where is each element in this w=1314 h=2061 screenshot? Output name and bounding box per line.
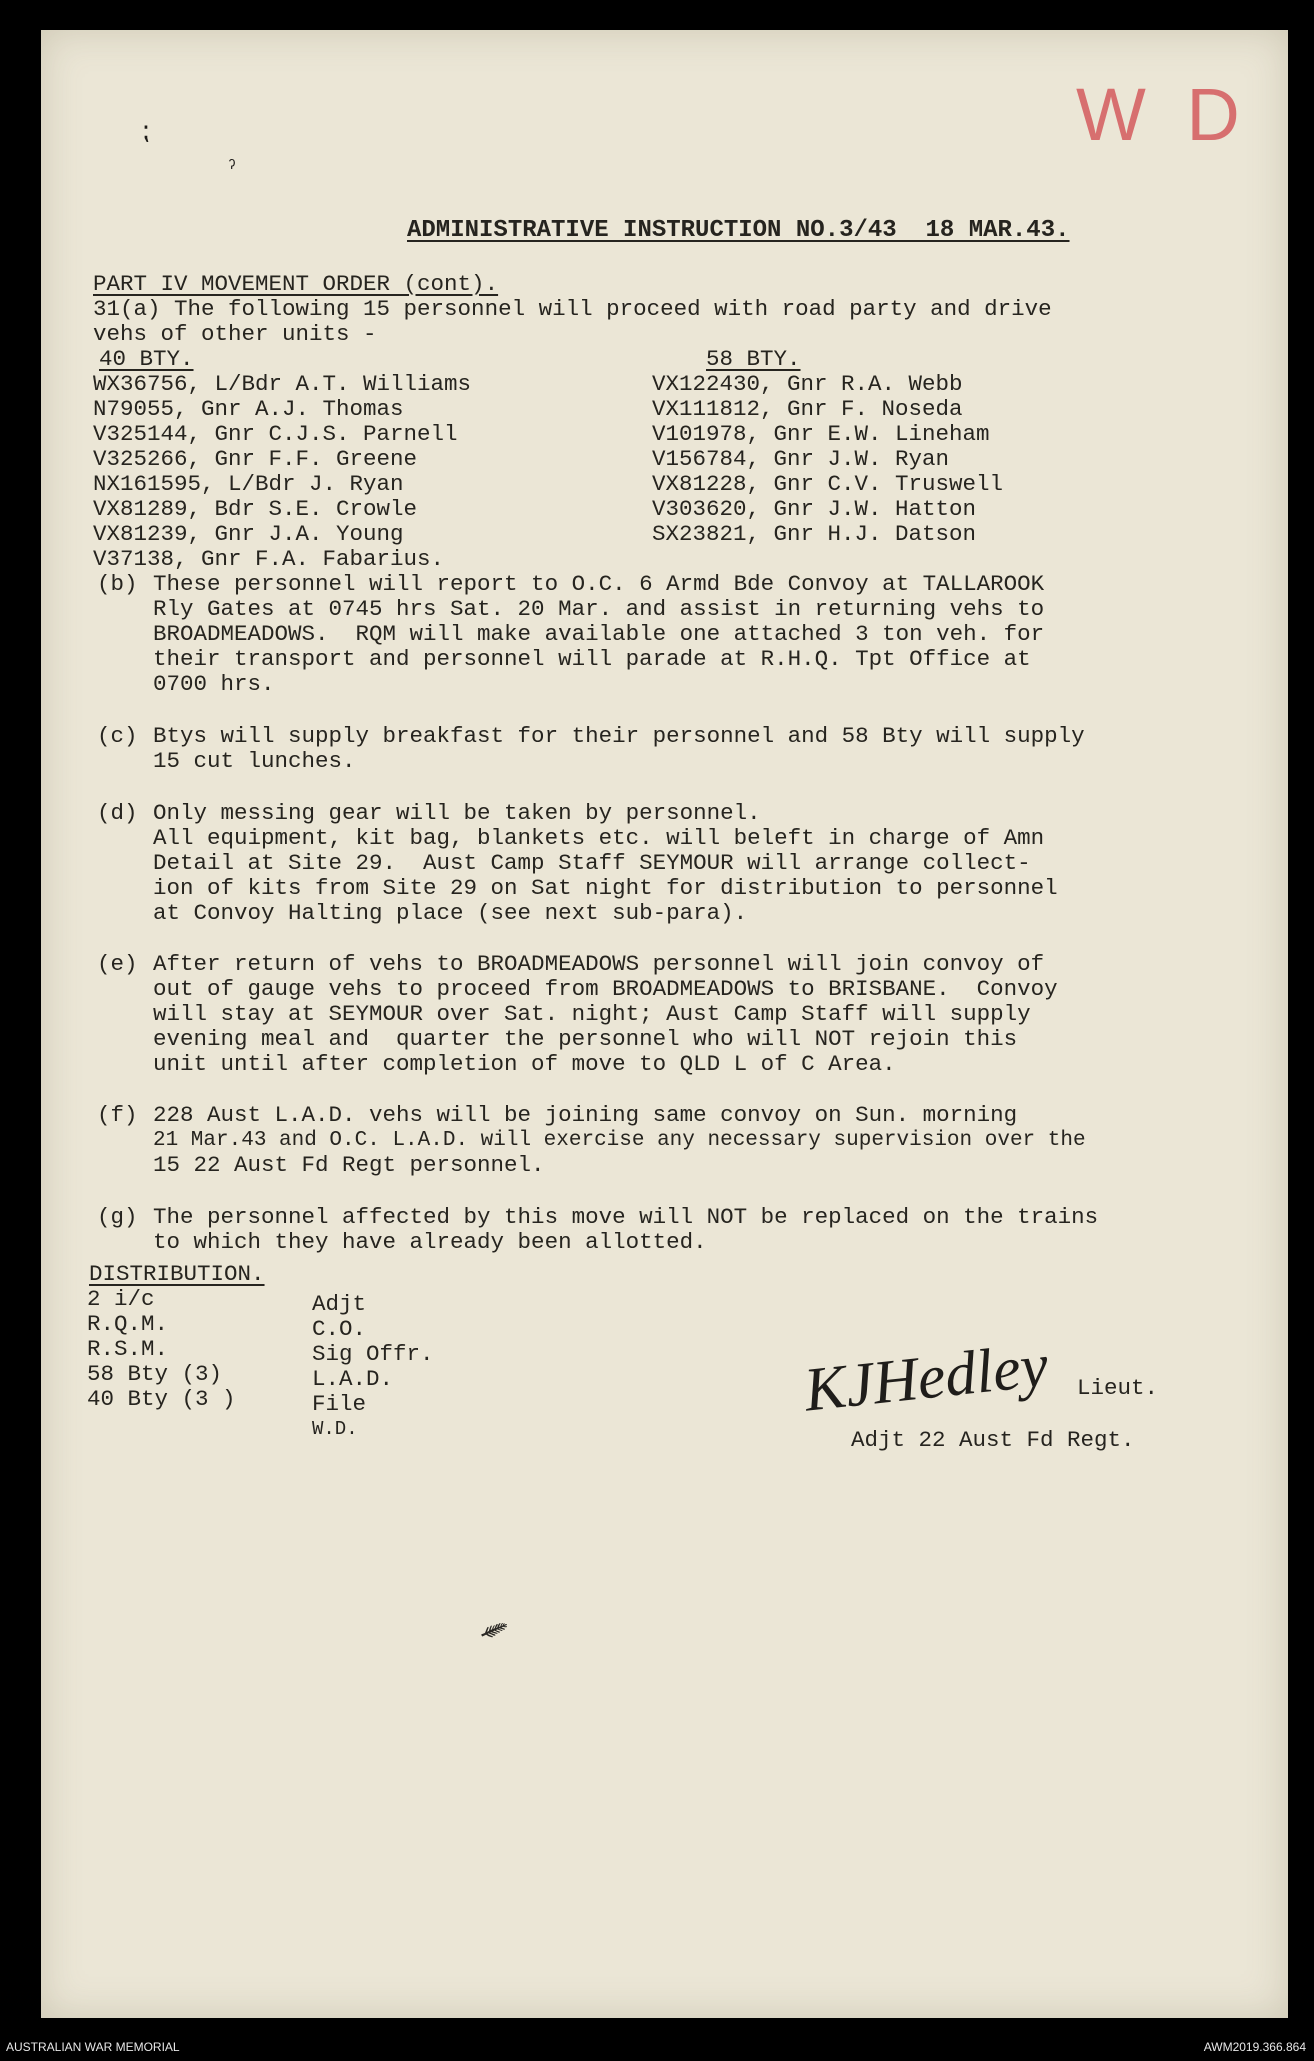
distribution-left-item: 2 i/c — [87, 1286, 155, 1312]
signature-appointment: Adjt 22 Aust Fd Regt. — [851, 1427, 1135, 1453]
para-g-line: to which they have already been allotted. — [153, 1229, 707, 1255]
para-f-line: 21 Mar.43 and O.C. L.A.D. will exercise any necessary supervision over the — [153, 1129, 1086, 1152]
list-item: SX23821, Gnr H.J. Datson — [652, 521, 977, 547]
list-item: VX81228, Gnr C.V. Truswell — [652, 471, 1004, 497]
para-d-line: Detail at Site 29. Aust Camp Staff SEYMOUR will arrange collect- — [153, 850, 1031, 876]
para-d-line: at Convoy Halting place (see next sub-para). — [153, 900, 748, 926]
footer-left: AUSTRALIAN WAR MEMORIAL — [6, 2040, 180, 2054]
para-e-line: After return of vehs to BROADMEADOWS personnel will join convoy of — [153, 951, 1045, 977]
list-item: V101978, Gnr E.W. Lineham — [652, 421, 990, 447]
para-e-line: unit until after completion of move to QLD L of C Area. — [153, 1051, 896, 1077]
para-f-line: 15 22 Aust Fd Regt personnel. — [153, 1152, 545, 1178]
para-e-line: will stay at SEYMOUR over Sat. night; Aust Camp Staff will supply — [153, 1001, 1031, 1027]
para-c-line: 15 cut lunches. — [153, 748, 356, 774]
para-label: (b) — [97, 571, 138, 597]
para-a-line: vehs of other units - — [93, 321, 377, 347]
list-item: V325266, Gnr F.F. Greene — [93, 446, 418, 472]
para-f-line: 228 Aust L.A.D. vehs will be joining same convoy on Sun. morning — [153, 1102, 1018, 1128]
document-page — [41, 30, 1288, 2018]
list-item: V156784, Gnr J.W. Ryan — [652, 446, 950, 472]
para-d-line: Only messing gear will be taken by personnel. — [153, 800, 761, 826]
handwritten-wd-mark: W D — [1076, 73, 1250, 156]
para-d-line: ion of kits from Site 29 on Sat night for distribution to personnel — [153, 875, 1058, 901]
para-e-line: out of gauge vehs to proceed from BROADMEADOWS to BRISBANE. Convoy — [153, 976, 1058, 1002]
document-heading: ADMINISTRATIVE INSTRUCTION NO.3/43 18 MAR.43. — [407, 217, 1070, 244]
distribution-left-item: 40 Bty (3 ) — [87, 1386, 236, 1412]
para-g-line: The personnel affected by this move will NOT be replaced on the trains — [153, 1204, 1099, 1230]
distribution-left-item: R.S.M. — [87, 1336, 169, 1362]
distribution-right-item: L.A.D. — [312, 1366, 394, 1392]
ink-smudge-icon: ⸙ — [467, 1605, 519, 1660]
distribution-right-item: File — [312, 1391, 367, 1417]
signature: KJHedley — [801, 1331, 1052, 1425]
para-b-line: 0700 hrs. — [153, 671, 275, 697]
part-heading: PART IV MOVEMENT ORDER (cont). — [93, 271, 499, 297]
list-item: N79055, Gnr A.J. Thomas — [93, 396, 404, 422]
list-item: WX36756, L/Bdr A.T. Williams — [93, 371, 472, 397]
para-b-line: BROADMEADOWS. RQM will make available one attached 3 ton veh. for — [153, 621, 1045, 647]
para-label: (f) — [97, 1102, 138, 1128]
list-item: VX81239, Gnr J.A. Young — [93, 521, 404, 547]
distribution-left-item: R.Q.M. — [87, 1311, 169, 1337]
para-a-line: 31(a) The following 15 personnel will proceed with road party and drive — [93, 296, 1052, 322]
para-b-line: These personnel will report to O.C. 6 Armd Bde Convoy at TALLAROOK — [153, 571, 1045, 597]
para-label: (d) — [97, 800, 138, 826]
pencil-mark-icon: ˀ — [226, 158, 239, 181]
pencil-mark-icon: ⁏ — [141, 117, 150, 147]
distribution-right-item: C.O. — [312, 1316, 367, 1342]
para-d-line: All equipment, kit bag, blankets etc. will beleft in charge of Amn — [153, 825, 1045, 851]
signature-rank: Lieut. — [1077, 1375, 1159, 1401]
distribution-right-item: Adjt — [312, 1291, 367, 1317]
list-item: V325144, Gnr C.J.S. Parnell — [93, 421, 458, 447]
para-c-line: Btys will supply breakfast for their personnel and 58 Bty will supply — [153, 723, 1085, 749]
para-label: (c) — [97, 723, 138, 749]
bty-58-heading: 58 BTY. — [706, 346, 801, 372]
para-label: (g) — [97, 1204, 138, 1230]
para-e-line: evening meal and quarter the personnel who will NOT rejoin this — [153, 1026, 1018, 1052]
list-item: VX122430, Gnr R.A. Webb — [652, 371, 963, 397]
list-item: VX111812, Gnr F. Noseda — [652, 396, 963, 422]
para-b-line: Rly Gates at 0745 hrs Sat. 20 Mar. and assist in returning vehs to — [153, 596, 1045, 622]
list-item: V303620, Gnr J.W. Hatton — [652, 496, 977, 522]
footer-right: AWM2019.366.864 — [1203, 2040, 1306, 2054]
distribution-right-item: Sig Offr. — [312, 1341, 434, 1367]
distribution-right-item: W.D. — [312, 1418, 358, 1440]
distribution-left-item: 58 Bty (3) — [87, 1361, 223, 1387]
bty-40-heading: 40 BTY. — [99, 346, 194, 372]
list-item: V37138, Gnr F.A. Fabarius. — [93, 546, 445, 572]
list-item: VX81289, Bdr S.E. Crowle — [93, 496, 418, 522]
para-label: (e) — [97, 951, 138, 977]
para-b-line: their transport and personnel will parade at R.H.Q. Tpt Office at — [153, 646, 1031, 672]
distribution-heading: DISTRIBUTION. — [89, 1261, 265, 1287]
list-item: NX161595, L/Bdr J. Ryan — [93, 471, 404, 497]
